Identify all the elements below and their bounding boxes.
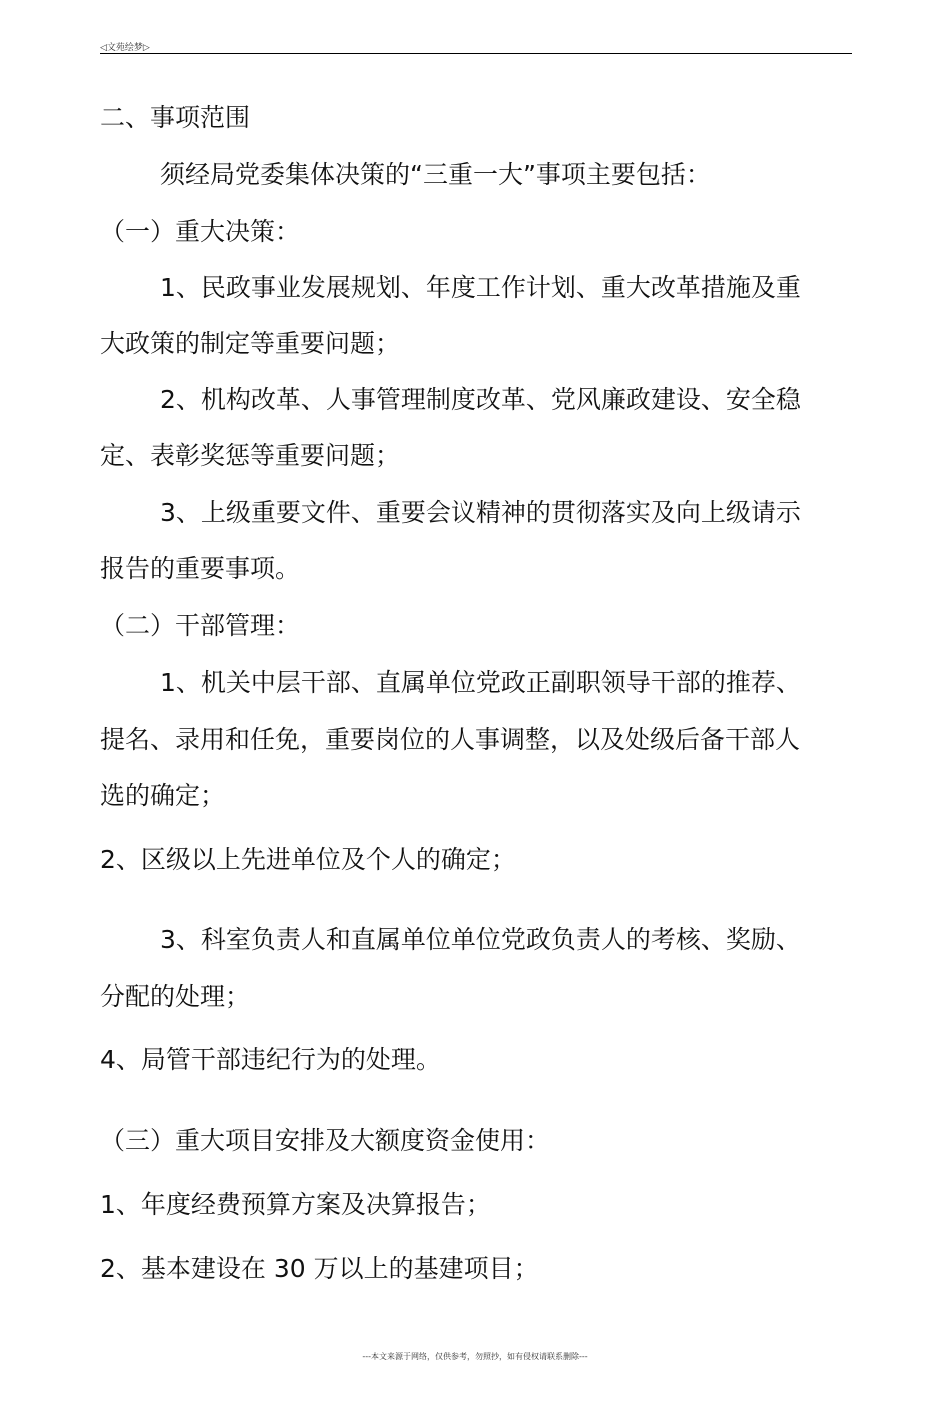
part2-item3-line2: 分配的处理； [100, 982, 251, 1011]
part3-item1: 1、年度经费预算方案及决算报告； [100, 1190, 491, 1219]
part2-item2: 2、区级以上先进单位及个人的确定； [100, 845, 516, 874]
part1-item1-line1: 1、民政事业发展规划、年度工作计划、重大改革措施及重 [160, 273, 801, 302]
part1-item3-line2: 报告的重要事项。 [100, 554, 301, 583]
intro-paragraph: 须经局党委集体决策的“三重一大”事项主要包括： [160, 160, 711, 189]
header-divider [100, 53, 852, 54]
footer-disclaimer: ---本文来源于网络，仅供参考，勿照抄，如有侵权请联系删除--- [362, 1352, 588, 1361]
part2-item1-line3: 选的确定； [100, 781, 226, 810]
part2-heading: （二）干部管理： [100, 611, 301, 640]
header-watermark: ◁文苑绘梦▷ [100, 43, 150, 53]
part1-item2-line1: 2、机构改革、人事管理制度改革、党风廉政建设、安全稳 [160, 385, 801, 414]
part3-item2: 2、基本建设在 30 万以上的基建项目； [100, 1254, 539, 1283]
part3-heading: （三）重大项目安排及大额度资金使用： [100, 1126, 551, 1155]
part2-item1-line1: 1、机关中层干部、直属单位党政正副职领导干部的推荐、 [160, 668, 801, 697]
part2-item3-line1: 3、科室负责人和直属单位单位党政负责人的考核、奖励、 [160, 925, 801, 954]
part1-item2-line2: 定、表彰奖惩等重要问题； [100, 441, 401, 470]
part1-item3-line1: 3、上级重要文件、重要会议精神的贯彻落实及向上级请示 [160, 498, 801, 527]
part2-item4: 4、局管干部违纪行为的处理。 [100, 1045, 441, 1074]
part2-item1-line2: 提名、录用和任免，重要岗位的人事调整，以及处级后备干部人 [100, 725, 801, 754]
section-title: 二、事项范围 [100, 103, 251, 132]
part1-item1-line2: 大政策的制定等重要问题； [100, 329, 401, 358]
part1-heading: （一）重大决策： [100, 217, 301, 246]
